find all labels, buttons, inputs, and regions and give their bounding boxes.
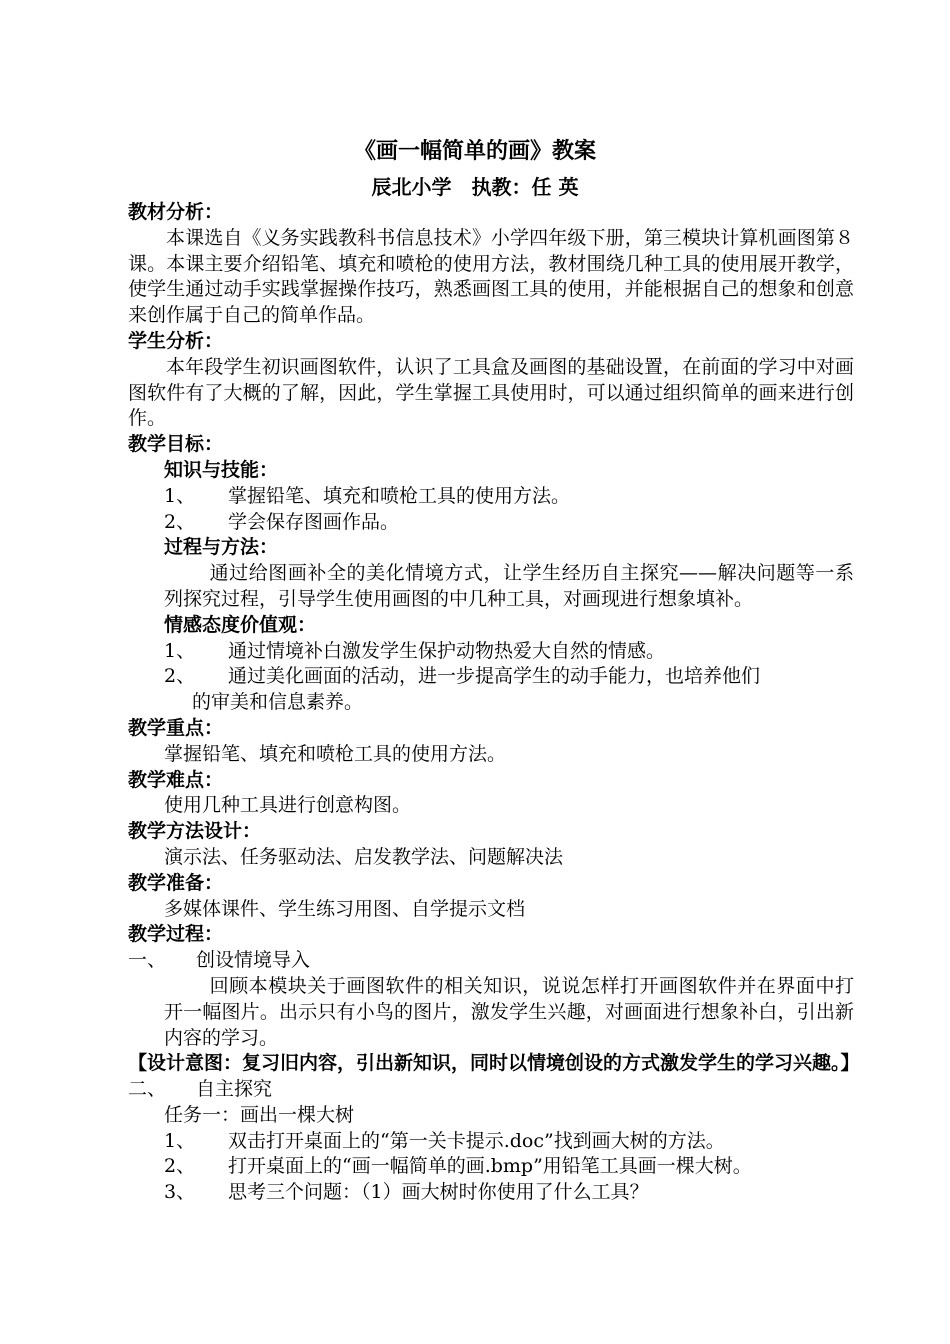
text-difficulty: 使用几种工具进行创意构图。 <box>164 794 412 817</box>
document-author: 辰北小学 执教：任 英 <box>371 175 579 199</box>
list-item: 2、 打开桌面上的“画一幅简单的画.bmp”用铅笔工具画一棵大树。 <box>164 1155 752 1178</box>
list-item: 1、 掌握铅笔、填充和喷枪工具的使用方法。 <box>164 484 571 507</box>
document-title: 《画一幅简单的画》教案 <box>353 138 596 164</box>
heading-material: 教材分析： <box>128 201 224 223</box>
paragraph-material: 本课选自《义务实践教科书信息技术》小学四年级下册，第三模块计算机画图第８课。本课主要介绍铅笔、填充和喷枪的使用方法，教材围绕几种工具的使用展开教学，使学生通过动手实践掌握操作技巧，熟悉画图工具的使用，并能根据自己的想象和创意来创作属于自己的简单作品。 <box>128 226 854 327</box>
step-heading: 二、 自主探究 <box>128 1078 273 1101</box>
list-item: 2、 通过美化画面的活动，进一步提高学生的动手能力，也培养他们 <box>164 665 761 688</box>
text-key-point: 掌握铅笔、填充和喷枪工具的使用方法。 <box>164 742 507 765</box>
design-intent: 【设计意图：复习旧内容，引出新知识，同时以情境创设的方式激发学生的学习兴趣。】 <box>128 1052 860 1075</box>
heading-preparation: 教学准备： <box>128 871 224 894</box>
heading-goals: 教学目标： <box>128 433 224 456</box>
heading-student: 学生分析： <box>128 329 224 352</box>
text-method: 演示法、任务驱动法、启发教学法、问题解决法 <box>164 845 564 868</box>
text-preparation: 多媒体课件、学生练习用图、自学提示文档 <box>164 897 526 920</box>
list-item: 1、 通过情境补白激发学生保护动物热爱大自然的情感。 <box>164 639 666 662</box>
subheading-process-method: 过程与方法： <box>164 536 279 559</box>
step-heading: 一、 创设情境导入 <box>128 949 311 972</box>
subheading-knowledge: 知识与技能： <box>164 458 279 481</box>
document-body <box>128 200 860 1206</box>
heading-difficulty: 教学难点： <box>128 768 224 791</box>
paragraph-step1: 回顾本模块关于画图软件的相关知识，说说怎样打开画图软件并在界面中打开一幅图片。出示只有小鸟的图片，激发学生兴趣，对画面进行想象补白，引出新内容的学习。 <box>164 974 854 1049</box>
list-item: 2、 学会保存图画作品。 <box>164 510 400 533</box>
subheading-emotion: 情感态度价值观： <box>164 613 317 636</box>
list-item: 1、 双击打开桌面上的“第一关卡提示.doc”找到画大树的方法。 <box>164 1129 725 1152</box>
heading-key-point: 教学重点： <box>128 716 224 739</box>
paragraph-student: 本年段学生初识画图软件，认识了工具盒及画图的基础设置，在前面的学习中对画图软件有了大概的了解，因此，学生掌握工具使用时，可以通过组织简单的画来进行创作。 <box>128 355 854 430</box>
heading-teaching-process: 教学过程： <box>128 923 224 946</box>
heading-method: 教学方法设计： <box>128 820 262 843</box>
paragraph-process-method: 通过给图画补全的美化情境方式，让学生经历自主探究——解决问题等一系列探究过程，引导学生使用画图的中几种工具，对画现进行想象填补。 <box>164 562 854 610</box>
list-item-continuation: 的审美和信息素养。 <box>192 691 364 714</box>
list-item: 3、 思考三个问题：（1）画大树时你使用了什么工具？ <box>164 1181 649 1204</box>
task-title: 任务一：画出一棵大树 <box>164 1103 355 1126</box>
